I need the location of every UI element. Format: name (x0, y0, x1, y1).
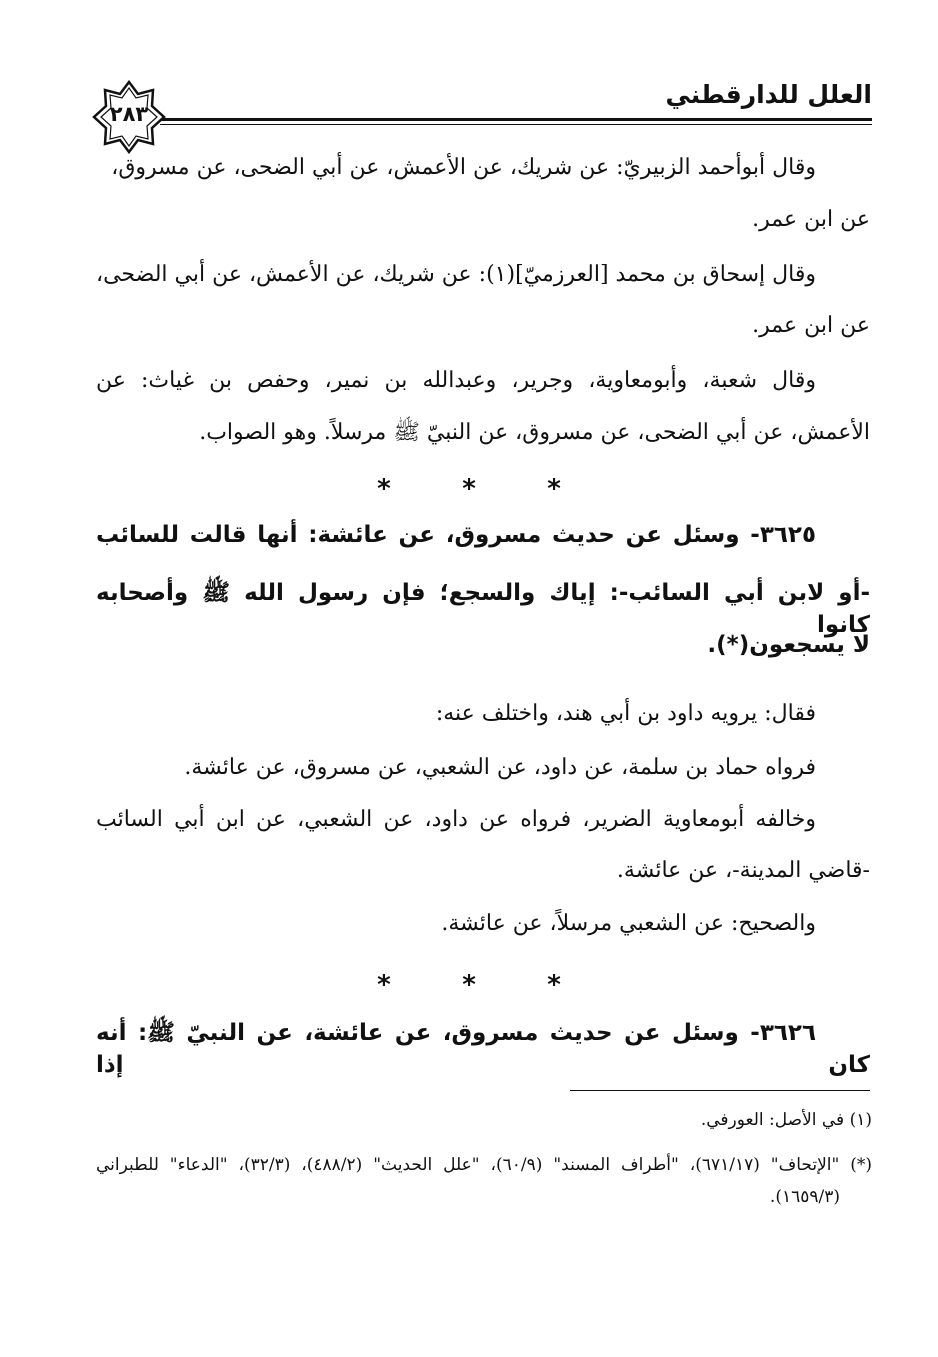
text-line: والصحيح: عن الشعبي مرسلاً، عن عائشة. (441, 911, 816, 936)
header-rule-thick (160, 118, 872, 121)
page-number-badge (92, 80, 166, 154)
body-line (96, 207, 870, 232)
text-line: وخالفه أبومعاوية الضرير، فرواه عن داود، عن الشعبي، عن ابن أبي السائب (96, 807, 816, 832)
footnote: (١٦٥٩/٣). (769, 1187, 840, 1207)
entry-heading-line: ٣٦٢٥- وسئل عن حديث مسروق، عن عائشة: أنها قالت للسائب (96, 522, 816, 548)
text-line: عن ابن عمر. (752, 313, 870, 338)
section-separator (0, 474, 938, 504)
separator-star: * (547, 970, 561, 1000)
body-line (96, 522, 870, 548)
body-line (96, 807, 870, 832)
page-number: ٢٨٣ (109, 102, 149, 126)
running-header-title: العلل للدارقطني (665, 80, 872, 109)
separator-star: * (462, 474, 476, 504)
body-line (96, 858, 870, 883)
section-separator (0, 970, 938, 1000)
entry-heading-line: -أو لابن أبي السائب-: إياك والسجع؛ فإن رسول الله ﷺ وأصحابه كانوا (96, 580, 870, 638)
separator-star: * (377, 970, 391, 1000)
text-line: وقال إسحاق بن محمد [العرزميّ](١): عن شريك، عن الأعمش، عن أبي الضحى، (95, 262, 816, 287)
text-line: الأعمش، عن أبي الضحى، عن مسروق، عن النبيّ ﷺ مرسلاً. وهو الصواب. (199, 420, 870, 445)
body-line (96, 701, 870, 726)
text-line: عن ابن عمر. (752, 207, 870, 232)
text-line: وقال أبوأحمد الزبيريّ: عن شريك، عن الأعمش، عن أبي الضحى، عن مسروق، (111, 155, 816, 180)
body-line (96, 418, 870, 450)
body-line (96, 262, 870, 287)
body-line (96, 155, 870, 180)
text-line: وقال شعبة، وأبومعاوية، وجرير، وعبدالله بن نمير، وحفص بن غياث: عن (96, 368, 816, 393)
body-line (96, 632, 870, 658)
body-line (96, 755, 870, 780)
separator-star: * (377, 474, 391, 504)
body-line (96, 911, 870, 936)
body-line (96, 313, 870, 338)
footnote-rule (570, 1090, 870, 1091)
body-line (96, 368, 870, 393)
text-line: -قاضي المدينة-، عن عائشة. (616, 858, 870, 883)
entry-heading-line: ٣٦٢٦- وسئل عن حديث مسروق، عن عائشة، عن النبيّ ﷺ: أنه كان إذا (96, 1020, 870, 1078)
separator-star: * (547, 474, 561, 504)
footnote: (١) في الأصل: العورفي. (700, 1110, 872, 1130)
separator-star: * (462, 970, 476, 1000)
header-rule-thin (160, 124, 872, 125)
text-line: فرواه حماد بن سلمة، عن داود، عن الشعبي، عن مسروق، عن عائشة. (184, 755, 816, 780)
body-line (96, 578, 870, 638)
footnote: (*) "الإتحاف" (٦٧١/١٧)، "أطراف المسند" (٦٠/٩)، "علل الحديث" (٤٨٨/٢)، (٣٢/٣)، "الدعاء" للطبراني (96, 1155, 872, 1175)
entry-heading-line: لا يسجعون(*). (707, 632, 870, 658)
text-line: فقال: يرويه داود بن أبي هند، واختلف عنه: (435, 701, 816, 726)
body-line (96, 1018, 870, 1078)
